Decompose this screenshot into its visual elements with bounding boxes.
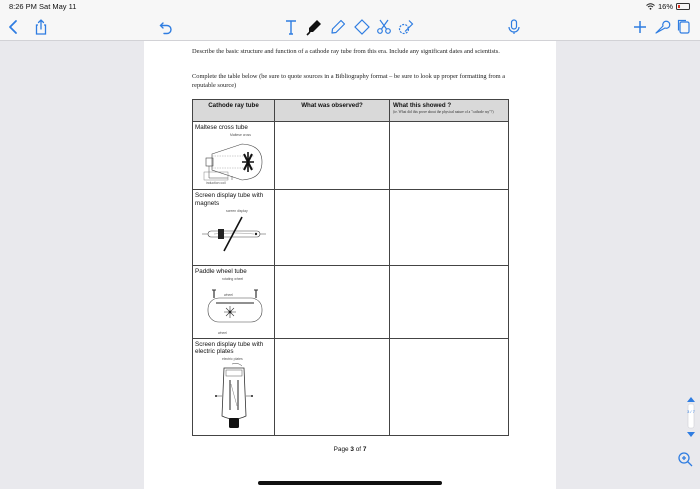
pencil-icon[interactable] xyxy=(328,17,348,37)
row-4-observed-cell[interactable] xyxy=(275,338,390,435)
back-chevron-icon[interactable] xyxy=(4,17,24,37)
header-observed: What was observed? xyxy=(275,100,390,122)
row-2-showed-cell[interactable] xyxy=(390,190,509,266)
row-1-title: Maltese cross tube xyxy=(195,124,248,131)
status-time: 8:26 PM Sat May 11 xyxy=(9,2,77,11)
status-bar xyxy=(0,0,700,13)
screen-tube-magnets-diagram xyxy=(198,207,270,257)
table-row xyxy=(193,122,509,190)
scissors-icon[interactable] xyxy=(374,17,394,37)
row-2-observed-cell[interactable] xyxy=(275,190,390,266)
header-note: (ie. What did this prove about the physical nature of a "cathode ray"?) xyxy=(393,110,494,114)
svg-text:electric plates: electric plates xyxy=(221,356,243,361)
page-scroller[interactable] xyxy=(684,396,698,438)
row-2-title: Screen display tube with magnets xyxy=(195,192,264,207)
document-page[interactable] xyxy=(144,41,556,489)
zoom-icon[interactable] xyxy=(677,451,694,468)
table-row xyxy=(193,190,509,266)
electric-plates-diagram xyxy=(198,356,270,432)
page-number: Page 3 of 7 xyxy=(333,446,367,453)
row-4-title: Screen display tube with electric plates xyxy=(195,340,264,355)
row-2-tube-cell xyxy=(193,190,275,266)
lasso-icon[interactable] xyxy=(396,17,416,37)
home-indicator[interactable] xyxy=(258,481,442,485)
undo-icon[interactable] xyxy=(156,17,176,37)
row-3-title: Paddle wheel tube xyxy=(195,268,247,275)
row-3-observed-cell[interactable] xyxy=(275,266,390,339)
microphone-icon[interactable] xyxy=(504,17,524,37)
page-scroller-indicator: 3 / 7 xyxy=(687,409,695,414)
table-row xyxy=(193,338,509,435)
copy-icon[interactable] xyxy=(674,17,694,37)
add-icon[interactable] xyxy=(630,17,650,37)
svg-text:Maltese cross: Maltese cross xyxy=(229,132,251,137)
wrench-icon[interactable] xyxy=(652,17,672,37)
maltese-cross-diagram xyxy=(198,132,270,188)
svg-text:wheel: wheel xyxy=(217,330,227,335)
table-row xyxy=(193,266,509,339)
row-3-showed-cell[interactable] xyxy=(390,266,509,339)
row-1-showed-cell[interactable] xyxy=(390,122,509,190)
row-4-showed-cell[interactable] xyxy=(390,338,509,435)
svg-text:induction coil: induction coil xyxy=(205,180,226,185)
battery-percent: 16% xyxy=(657,2,673,11)
instruction-2: Complete the table below (be sure to quote sources in a Bibliography format – be sure to look up proper formatting from a reputable source) xyxy=(192,73,506,89)
battery-icon xyxy=(676,3,690,10)
row-1-observed-cell[interactable] xyxy=(275,122,390,190)
page-scroller-track-icon[interactable] xyxy=(684,396,698,438)
eraser-icon[interactable] xyxy=(352,17,372,37)
text-tool-icon[interactable] xyxy=(281,17,301,37)
toolbar xyxy=(0,13,700,41)
table-header-row xyxy=(193,100,509,122)
row-4-tube-cell xyxy=(193,338,275,435)
row-1-tube-cell xyxy=(193,122,275,190)
instruction-1: Describe the basic structure and function of a cathode ray tube from this era. Include any significant dates and scientists. xyxy=(192,48,500,55)
svg-text:screen display: screen display xyxy=(225,209,248,213)
row-3-tube-cell xyxy=(193,266,275,339)
status-right xyxy=(646,2,690,11)
header-showed: What this showed ? (ie. What did this prove about the physical nature of a "cathode ray"?) xyxy=(390,100,509,122)
wifi-icon xyxy=(646,3,655,10)
svg-text:wheel: wheel xyxy=(223,292,233,297)
marker-icon[interactable] xyxy=(304,17,324,37)
worksheet-table xyxy=(192,99,509,436)
share-icon[interactable] xyxy=(31,17,51,37)
paddle-wheel-diagram xyxy=(198,276,270,338)
header-cathode-ray-tube: Cathode ray tube xyxy=(193,100,275,122)
svg-text:rotating wheel: rotating wheel xyxy=(221,276,243,281)
